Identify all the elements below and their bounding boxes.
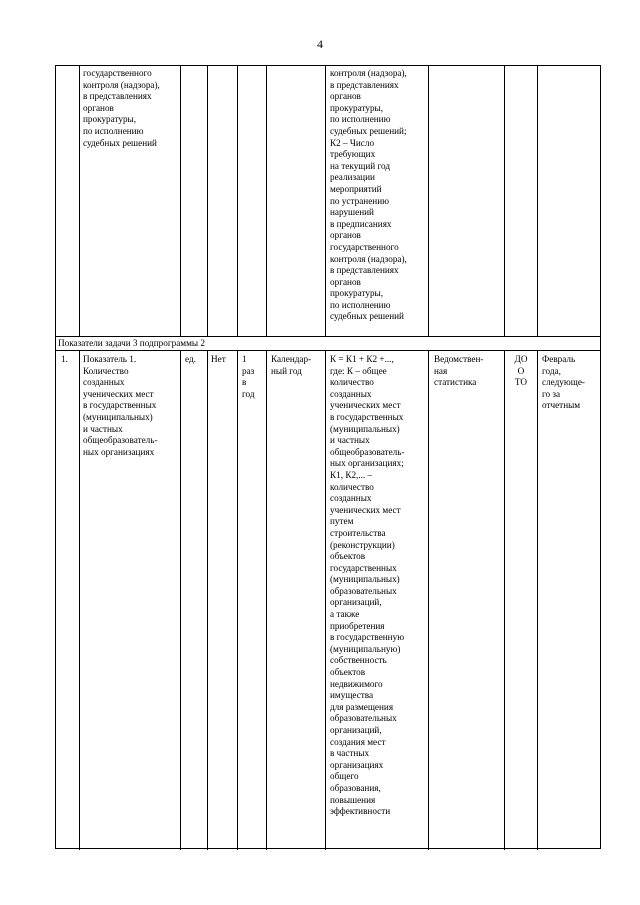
col-divider — [266, 350, 267, 850]
col-divider — [207, 66, 208, 336]
col-divider — [180, 350, 181, 850]
col-divider — [79, 350, 80, 850]
section-header: Показатели задачи 3 подпрограммы 2 — [58, 338, 205, 348]
col-divider — [207, 350, 208, 850]
col-divider — [504, 350, 505, 850]
unit-of-measure: ед. — [185, 354, 196, 364]
col-divider — [428, 66, 429, 336]
period-type: Календар- ный год — [271, 354, 312, 376]
page-number: 4 — [317, 37, 323, 51]
reporting-deadline: Февраль года, следующе- го за отчетным — [542, 354, 585, 411]
row-divider — [56, 336, 600, 337]
col-divider — [537, 66, 538, 336]
data-source: Ведомствен- ная статистика — [434, 354, 484, 388]
calculation-formula: К = К1 + К2 +..., где: К – общее количество созданных ученических мест в государственных (муниципальных) и частных общеобразователь- ных организациях; К1, К2,... – количество созданных ученических мест путем строительства (реконструкции) объектов государственных (муниципальных) образовательных организаций, а также приобретения в государственную (муниципальную) собственность объектов недвижимого имущества для размещения образовательных организаций, создания мест в частных организациях общего образования, повышения эффективности — [330, 354, 405, 817]
indicators-table — [55, 65, 601, 849]
col-divider — [504, 66, 505, 336]
continued-formula: контроля (надзора), в представлениях органов прокуратуры, по исполнению судебных решений; К2 – Число требующих на текущий год реализации мероприятий по устранению нарушений в предписаниях органов государственного контроля (надзора), в представлениях органов прокуратуры, по исполнению судебных решений — [330, 68, 407, 322]
col-divider — [428, 350, 429, 850]
row-divider — [56, 350, 600, 351]
base-value: Нет — [211, 354, 226, 364]
continued-indicator-name: государственного контроля (надзора), в представлениях органов прокуратуры, по исполнению судебных решений — [83, 68, 160, 148]
col-divider — [237, 66, 238, 336]
responsible-body: ДО О ТО — [514, 354, 528, 388]
col-divider — [180, 66, 181, 336]
col-divider — [325, 350, 326, 850]
indicator-name: Показатель 1. Количество созданных ученических мест в государственных (муниципальных) и частных общеобразователь- ных организациях — [83, 354, 158, 457]
col-divider — [79, 66, 80, 336]
col-divider — [325, 66, 326, 336]
col-divider — [537, 350, 538, 850]
col-divider — [237, 350, 238, 850]
col-divider — [266, 66, 267, 336]
row-number: 1. — [61, 354, 68, 364]
periodicity: 1 раз в год — [242, 354, 255, 399]
